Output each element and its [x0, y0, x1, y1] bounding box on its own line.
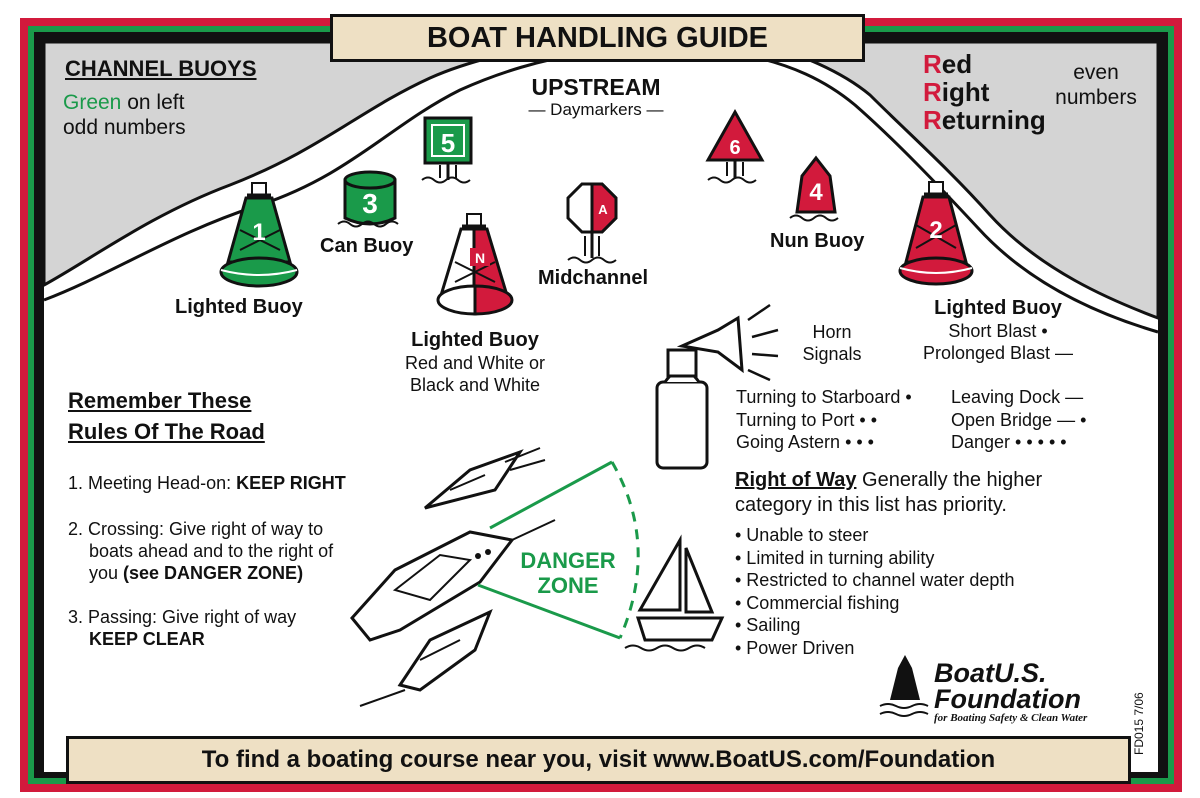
horn-signal-item: Turning to Port • •: [736, 409, 877, 430]
label-can-buoy: Can Buoy: [320, 235, 414, 257]
marker-number-5: 5: [440, 128, 456, 158]
horn-signal-item: Leaving Dock —: [951, 387, 1084, 407]
label-lighted-buoy-left: Lighted Buoy: [175, 296, 303, 318]
upstream-heading: UPSTREAM: [531, 74, 661, 100]
green-rule-rest: on left: [127, 91, 185, 114]
rrr-line-right: Right: [923, 77, 990, 107]
label-nun-buoy: Nun Buoy: [770, 230, 865, 252]
form-code: FD015 7/06: [1132, 692, 1146, 755]
horn-signals-title: Horn Signals: [802, 322, 862, 364]
rule-2: 2. Crossing: Give right of way to boats ahead and to the right of you (see DANGER ZONE): [68, 519, 334, 583]
green-can-buoy-3: [338, 172, 398, 227]
marker-letter-a: A: [598, 202, 608, 217]
rules-heading: Remember These Rules Of The Road: [68, 388, 265, 444]
right-of-way-item: • Commercial fishing: [735, 592, 900, 613]
marker-letter-n: N: [474, 250, 486, 266]
right-of-way-item: • Restricted to channel water depth: [735, 570, 1015, 590]
guide-title: BOAT HANDLING GUIDE: [330, 14, 865, 62]
horn-signal-item: Danger • • • • •: [951, 432, 1067, 452]
horn-signals-right: [951, 386, 1086, 454]
horn-signal-item: Turning to Starboard •: [736, 387, 912, 407]
rule-1: 1. Meeting Head-on: KEEP RIGHT: [68, 473, 346, 493]
rrr-line-returning: Returning: [923, 105, 1046, 135]
odd-numbers-note: odd numbers: [63, 116, 186, 139]
label-lighted-buoy-right: Lighted Buoy Short Blast • Prolonged Blast —: [922, 297, 1074, 363]
channel-buoys-heading: CHANNEL BUOYS: [65, 56, 257, 81]
green-word: Green: [63, 91, 122, 114]
right-of-way-item: • Unable to steer: [735, 525, 869, 545]
right-of-way-list: [735, 524, 1014, 659]
label-midchannel: Midchannel: [538, 267, 649, 289]
horn-signals-left: [736, 386, 912, 454]
horn-signal-item: Going Astern • • •: [736, 432, 874, 452]
right-of-way-item: • Limited in turning ability: [735, 547, 935, 568]
green-left-note: [63, 90, 186, 140]
marker-number-1: 1: [252, 219, 266, 246]
right-of-way-header: Right of Way Generally the higher category in this list has priority.: [735, 469, 1043, 516]
label-lighted-buoy-center: Lighted Buoy Red and White or Black and White: [404, 329, 546, 395]
right-of-way-item: • Power Driven: [735, 637, 855, 658]
marker-number-6: 6: [729, 137, 741, 159]
marker-number-4: 4: [809, 179, 823, 206]
right-of-way-item: • Sailing: [735, 615, 801, 635]
rrr-line-red: Red: [923, 49, 973, 79]
rule-3: 3. Passing: Give right of way KEEP CLEAR: [68, 607, 297, 649]
red-right-returning: [923, 50, 1046, 134]
boatus-foundation-logo: BoatU.S. Foundation for Boating Safety & Clean Water: [934, 658, 1088, 724]
marker-number-2: 2: [929, 217, 943, 244]
horn-signal-item: Open Bridge — •: [951, 409, 1087, 430]
footer-banner: To find a boating course near you, visit www.BoatUS.com/Foundation: [66, 736, 1131, 784]
daymarkers-subheading: — Daymarkers —: [528, 100, 664, 119]
even-numbers-note: even numbers: [1055, 61, 1137, 109]
danger-zone-label: DANGER ZONE: [520, 548, 616, 598]
marker-number-3: 3: [362, 188, 378, 219]
